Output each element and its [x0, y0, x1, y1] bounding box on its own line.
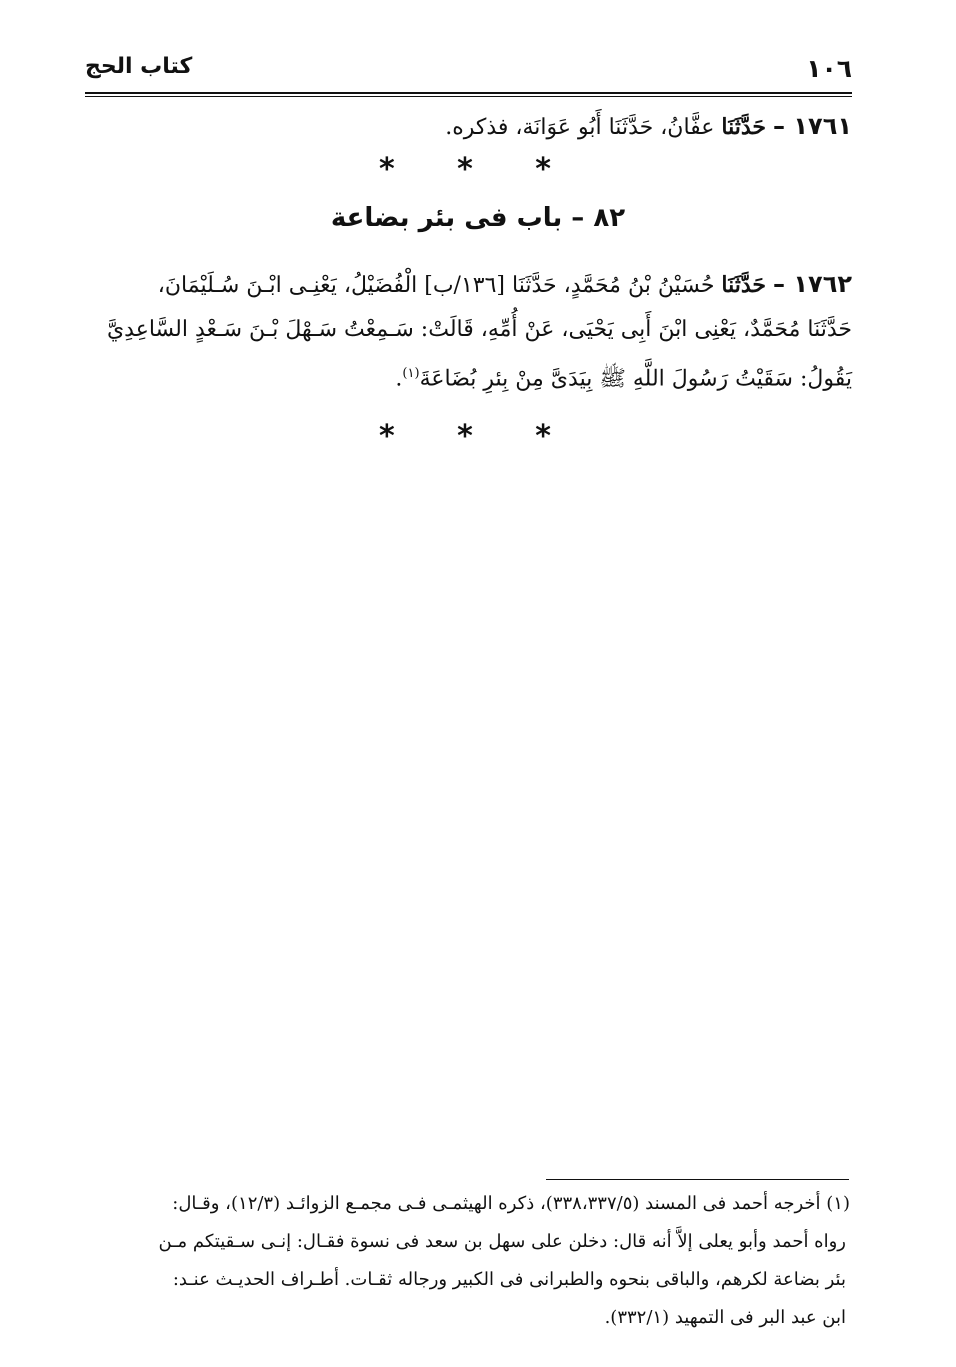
header-rule: [85, 92, 852, 94]
haddathana-word: حَدَّثَنَا: [721, 272, 767, 298]
header-rule-thin: [85, 96, 852, 97]
hadith-text-line-3: يَقُولُ: سَقَيْتُ رَسُولَ اللَّهِ ﷺ بِيَدَىَّ مِنْ بِئرِ بُضَاعَةَ: [419, 366, 852, 392]
footnote-line: بئر بضاعة لكرهم، والباقى بنحوه والطبرانى فى الكبير ورجاله ثقـات. أطـراف الحديـث عنـد:: [172, 1269, 846, 1290]
haddathana-word: حَدَّثَنَا: [721, 114, 767, 140]
chapter-heading: ٨٢ – باب فى بئر بضاعة: [330, 203, 626, 233]
footnote-line: ابن عبد البر فى التمهيد (٣٣٢/١).: [604, 1307, 846, 1328]
running-title: كتاب الحج: [85, 54, 193, 79]
sentence-end: .: [395, 366, 403, 392]
hadith-line: [85, 262, 852, 308]
hadith-text: عفَّانُ، حَدَّثَنَا أَبُو عَوَانَة، فذكره.: [445, 115, 722, 140]
hadith-text-line-1: حُسَيْنُ بْنُ مُحَمَّدٍ، حَدَّثَنَا [١٣٦/ب] الْفُضَيْلُ، يَعْنِـى ابْـنَ سُـلَيْمَانَ،: [157, 273, 722, 298]
hadith-1762: [85, 262, 852, 401]
footnote-divider: [546, 1179, 849, 1180]
footnotes: [85, 1185, 850, 1337]
hadith-number: ١٧٦٢ –: [773, 270, 852, 298]
hadith-number: ١٧٦١ –: [773, 112, 852, 140]
section-separator: * * *: [379, 419, 577, 454]
page-number: ١٠٦: [806, 54, 852, 83]
footnote-line: (١) أخرجه أحمد فى المسند (٣٣٨،٣٣٧/٥)، ذكره الهيثمـى فـى مجمـع الزوائـد (١٢/٣)، وقـال:: [172, 1193, 850, 1214]
hadith-line-3: [85, 352, 852, 401]
hadith-1761: [85, 104, 852, 150]
page-header: [85, 48, 852, 92]
hadith-text-line-2: حَدَّثَنَا مُحَمَّدٌ، يَعْنِى ابْنَ أَبِى يَحْيَى، عَنْ أُمِّهِ، قَالَتْ: سَـمِعْتُ سَـهْلَ بْـنَ سَـعْدٍ السَّاعِدِيَّ: [106, 317, 852, 342]
section-separator: * * *: [379, 152, 577, 187]
footnote-reference[interactable]: (١): [402, 366, 420, 381]
footnote-line: رواه أحمد وأبو يعلى إلاَّ أنه قال: دخلن على سهل بن سعد فى نسوة فقـال: إنـى سـقيتكم مـن: [158, 1231, 846, 1252]
